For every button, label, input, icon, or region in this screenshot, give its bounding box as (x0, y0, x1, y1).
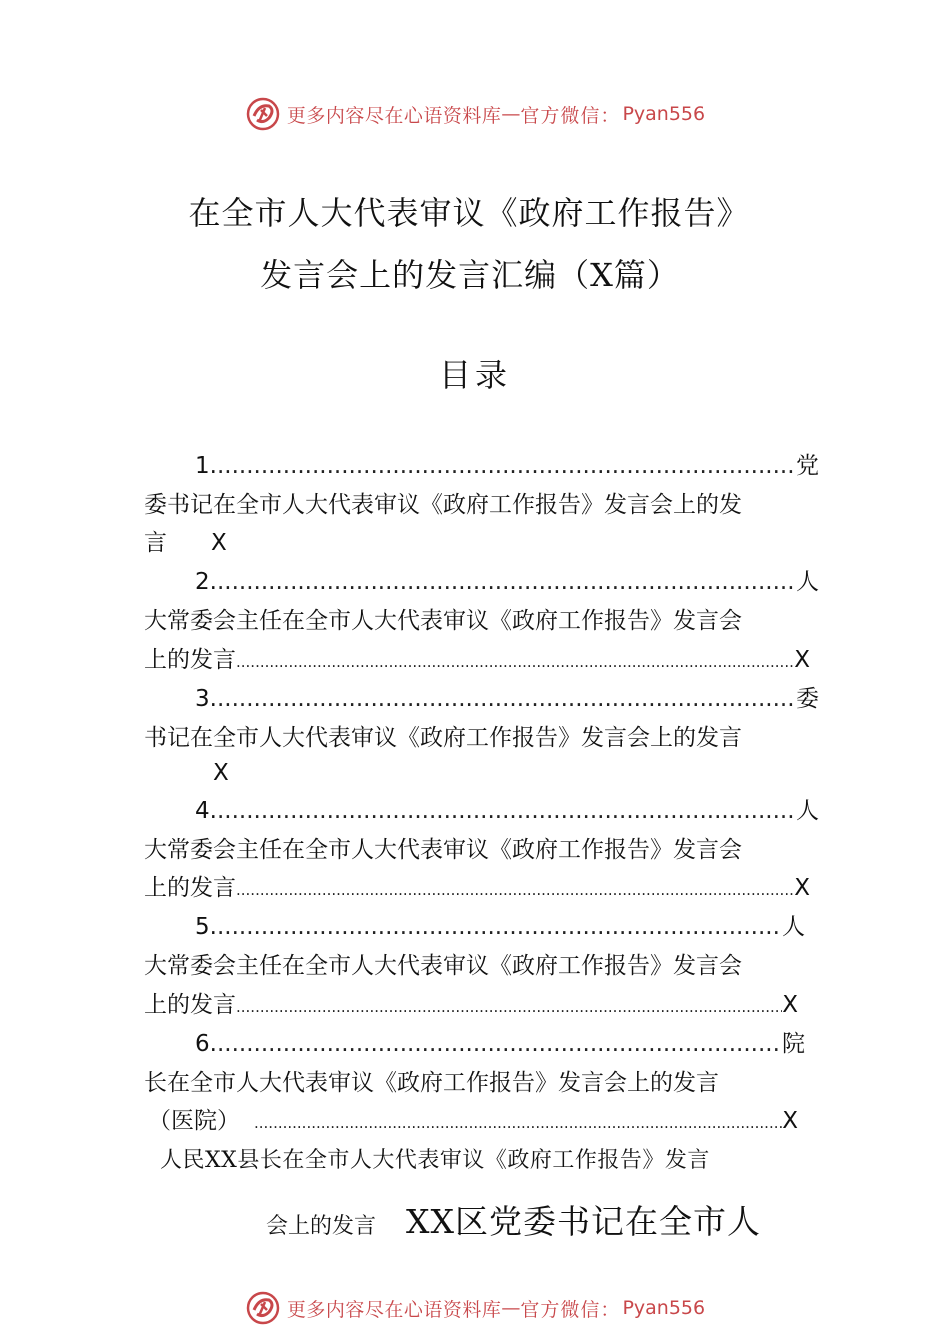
toc-heading: 目录 (438, 356, 511, 394)
toc-leader-dots (217, 912, 782, 942)
toc-entry-number: 5. (195, 914, 217, 940)
header-banner (0, 94, 950, 134)
toc-entry-lead: 院 (782, 1031, 805, 1057)
banner-separator: — (501, 103, 521, 125)
toc-entry-text: （医院） (148, 1108, 240, 1134)
toc-entry-6-last-line[interactable] (148, 1106, 798, 1138)
toc-entry-3-page[interactable]: X (213, 760, 229, 786)
toc-entry-1-text[interactable]: 委书记在全市人大代表审议《政府工作报告》发言会上的发 (144, 492, 742, 518)
toc-leader-dots (254, 1108, 782, 1138)
toc-entry-number: 4. (195, 798, 217, 824)
toc-entry-page: X (794, 647, 810, 673)
toc-entry-2-first-line[interactable] (195, 567, 819, 597)
toc-leader-dots (217, 684, 796, 714)
toc-entry-5-text[interactable]: 大常委会主任在全市人大代表审议《政府工作报告》发言会 (144, 953, 742, 979)
banner-text: 更多内容尽在心语资料库 (286, 104, 502, 127)
toc-entry-4-first-line[interactable] (195, 796, 819, 826)
toc-entry-number: 3. (195, 686, 217, 712)
toc-entry-text: 上的发言 (144, 992, 236, 1018)
toc-entry-text: 上的发言 (144, 647, 236, 673)
toc-leader-dots (236, 992, 782, 1022)
banner-wechat-id: Pyan556 (622, 103, 706, 125)
toc-leader-dots (217, 567, 796, 597)
toc-entry-3-first-line[interactable] (195, 684, 819, 714)
toc-leader-dots (236, 647, 794, 677)
toc-entry-lead: 委 (796, 686, 819, 712)
overflow-text-line-2 (266, 1196, 761, 1243)
toc-entry-6-text[interactable]: 长在全市人大代表审议《政府工作报告》发言会上的发言 (144, 1070, 719, 1096)
toc-entry-5-first-line[interactable] (195, 912, 805, 942)
toc-entry-number: 6. (195, 1031, 217, 1057)
toc-entry-lead: 人 (782, 914, 805, 940)
toc-entry-text: 言 (144, 530, 167, 556)
toc-entry-6-first-line[interactable] (195, 1029, 805, 1059)
overflow-text-small: 会上的发言 (266, 1214, 377, 1239)
overflow-text-large: XX区党委书记在全市人 (406, 1202, 762, 1241)
banner-wechat-label: 官方微信： (520, 1298, 621, 1321)
banner-wechat-id: Pyan556 (622, 1297, 706, 1319)
toc-entry-1-first-line[interactable] (195, 451, 819, 481)
toc-entry-4-text[interactable]: 大常委会主任在全市人大代表审议《政府工作报告》发言会 (144, 837, 742, 863)
overflow-text-line-1: 人民XX县长在全市人大代表审议《政府工作报告》发言 (160, 1148, 710, 1173)
toc-leader-dots (217, 1029, 782, 1059)
toc-entry-number: 2. (195, 569, 217, 595)
document-title-line-1: 在全市人大代表审议《政府工作报告》 (188, 194, 750, 232)
toc-entry-2-last-line[interactable] (144, 645, 810, 677)
toc-entry-lead: 人 (796, 569, 819, 595)
toc-entry-text: 上的发言 (144, 875, 236, 901)
footer-banner (0, 1288, 950, 1328)
document-title-line-2: 发言会上的发言汇编（X篇） (260, 256, 680, 294)
toc-leader-dots (236, 875, 794, 905)
banner-wechat-label: 官方微信： (520, 104, 621, 127)
toc-entry-2-text[interactable]: 大常委会主任在全市人大代表审议《政府工作报告》发言会 (144, 608, 742, 634)
toc-entry-3-text[interactable]: 书记在全市人大代表审议《政府工作报告》发言会上的发言 (144, 725, 742, 751)
toc-entry-lead: 党 (796, 453, 819, 479)
toc-leader-dots (217, 796, 796, 826)
toc-entry-page: X (794, 875, 810, 901)
seal-logo-icon (245, 1290, 281, 1326)
seal-logo-icon (245, 96, 281, 132)
toc-entry-page: X (782, 992, 798, 1018)
toc-entry-number: 1. (195, 453, 217, 479)
toc-entry-4-last-line[interactable] (144, 873, 810, 905)
banner-separator: — (501, 1297, 521, 1319)
toc-leader-dots (217, 451, 796, 481)
toc-entry-5-last-line[interactable] (144, 990, 798, 1022)
toc-entry-page: X (782, 1108, 798, 1134)
toc-entry-lead: 人 (796, 798, 819, 824)
toc-entry-1-last-line[interactable] (144, 528, 227, 558)
toc-entry-page: X (211, 530, 227, 556)
banner-text: 更多内容尽在心语资料库 (286, 1298, 502, 1321)
